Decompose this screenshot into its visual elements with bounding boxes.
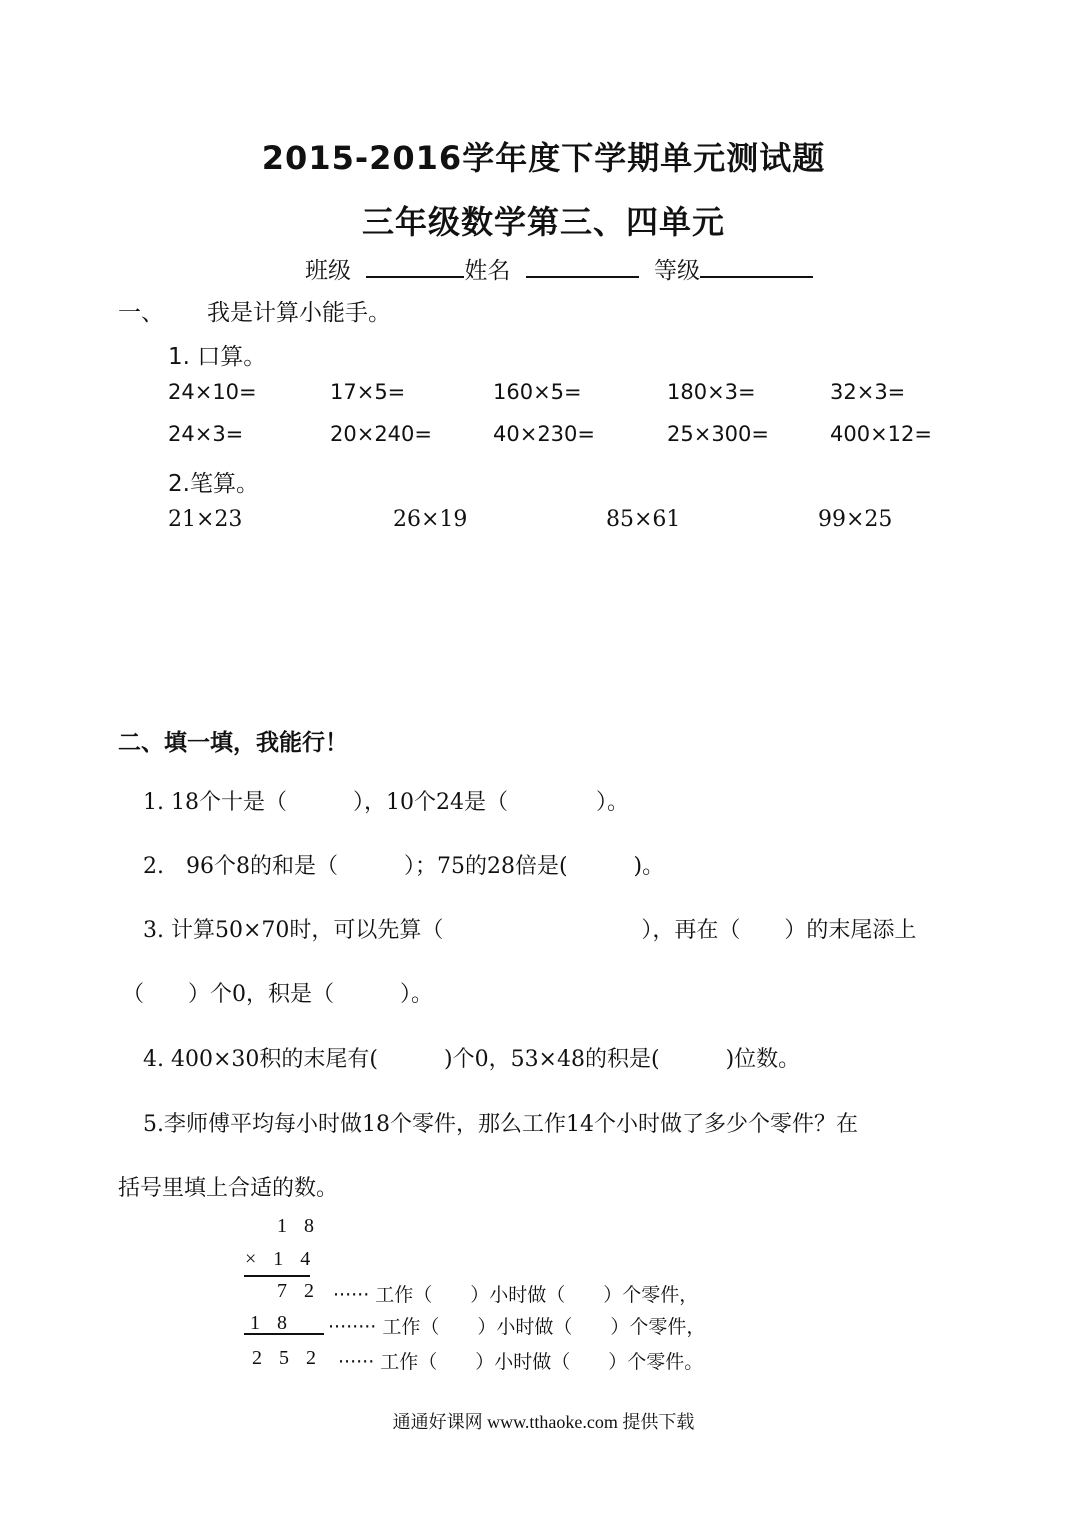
- vertical-row2: 1 8: [250, 1312, 293, 1334]
- section2-heading: 二、填一填，我能行！: [118, 730, 348, 756]
- oral-item: 20×240=: [330, 422, 432, 446]
- oral-item: 24×3=: [168, 422, 244, 446]
- name-blank[interactable]: [526, 254, 639, 278]
- vertical-row3: 2 5 2: [252, 1347, 322, 1369]
- oral-item: 40×230=: [493, 422, 595, 446]
- section1-heading: 我是计算小能手。: [207, 300, 391, 326]
- oral-item: 24×10=: [168, 380, 257, 404]
- question-4: 4. 400×30积的末尾有( )个0，53×48的积是( )位数。: [143, 1047, 801, 1072]
- question-5: 5.李师傅平均每小时做18个零件，那么工作14个小时做了多少个零件？在: [143, 1112, 858, 1137]
- section1-number: 一、: [118, 300, 164, 326]
- vertical-note-1: ······ 工作（ ）小时做（ ）个零件，: [333, 1284, 699, 1306]
- question-1: 1. 18个十是（ ），10个24是（ ）。: [143, 790, 629, 815]
- vertical-top: 1 8: [277, 1215, 320, 1237]
- vertical-row1: 7 2: [277, 1280, 320, 1302]
- question-2: 2. 96个8的和是（ ）；75的28倍是( )。: [143, 854, 665, 879]
- oral-item: 160×5=: [493, 380, 582, 404]
- question-5-cont: 括号里填上合适的数。: [118, 1176, 339, 1201]
- vertical-line-2: [244, 1333, 324, 1335]
- vertical-note-2: ········ 工作（ ）小时做（ ）个零件，: [328, 1316, 706, 1338]
- class-label: 班级: [305, 258, 351, 284]
- written-item: 85×61: [606, 507, 681, 532]
- grade-label: 等级: [653, 258, 700, 284]
- vertical-multiplier: × 1 4: [245, 1248, 317, 1270]
- vertical-line-1: [244, 1275, 310, 1277]
- question-3-cont: （ ）个0，积是（ ）。: [122, 982, 433, 1007]
- written-item: 21×23: [168, 507, 243, 532]
- oral-label: 1. 口算。: [168, 344, 267, 370]
- written-item: 26×19: [393, 507, 468, 532]
- page-subtitle: 三年级数学第三、四单元: [361, 203, 725, 241]
- written-label: 2.笔算。: [168, 471, 259, 497]
- footer-text: 通通好课网 www.tthaoke.com 提供下载: [392, 1412, 695, 1432]
- vertical-note-3: ······ 工作（ ）小时做（ ）个零件。: [338, 1351, 704, 1373]
- question-3: 3. 计算50×70时，可以先算（ ），再在（ ）的末尾添上: [143, 918, 917, 943]
- name-label: 姓名: [464, 258, 511, 284]
- oral-item: 400×12=: [830, 422, 932, 446]
- oral-item: 25×300=: [667, 422, 769, 446]
- info-row: [305, 252, 813, 285]
- class-blank[interactable]: [366, 254, 464, 278]
- oral-item: 180×3=: [667, 380, 756, 404]
- grade-blank[interactable]: [700, 254, 813, 278]
- oral-item: 17×5=: [330, 380, 406, 404]
- written-item: 99×25: [818, 507, 893, 532]
- oral-item: 32×3=: [830, 380, 906, 404]
- page-title: 2015-2016学年度下学期单元测试题: [261, 139, 826, 177]
